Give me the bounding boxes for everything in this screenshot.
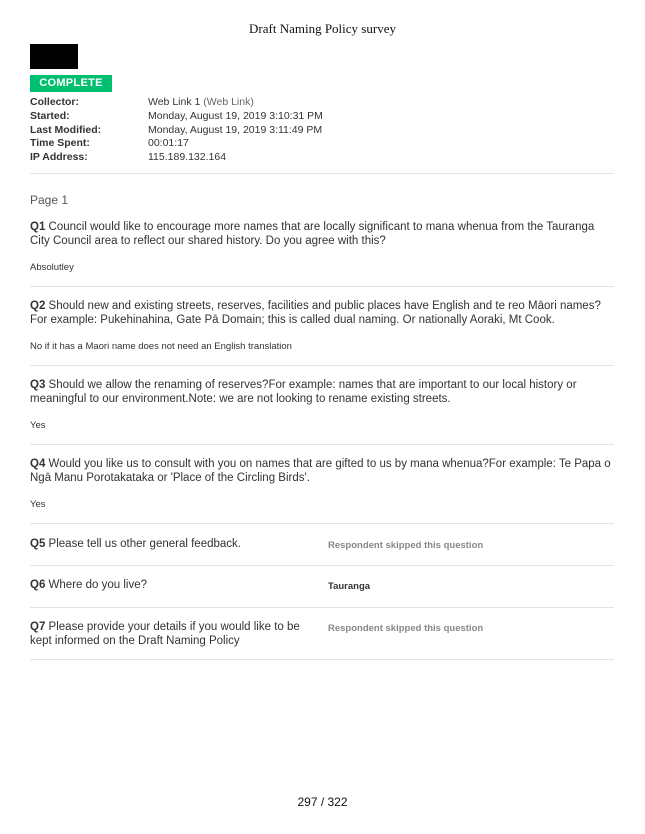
- started-row: [30, 110, 323, 124]
- question-number: Q4: [30, 458, 46, 470]
- ip-value: 115.189.132.164: [148, 151, 227, 164]
- modified-label: Last Modified:: [30, 123, 102, 136]
- time-value: 00:01:17: [148, 137, 189, 150]
- question-6: [30, 579, 305, 593]
- question-4: [30, 458, 614, 485]
- page-label: Page 1: [30, 193, 69, 207]
- status-badge: COMPLETE: [30, 75, 112, 92]
- question-3: [30, 379, 614, 406]
- question-text: Should new and existing streets, reserves, facilities and public places have English and te reo Māori names?For example: Pukehinahina, Gate Pā Domain; this is called dual naming. Or nationally Aoraki, Mt Cook.: [30, 300, 601, 326]
- question-text: Would you like us to consult with you on names that are gifted to us by mana whenua?For example: Te Papa o Ngā Manu Porotakataka or 'Place of the Circling Birds'.: [30, 458, 611, 484]
- question-text: Please provide your details if you would like to be kept informed on the Draft Naming Policy: [30, 621, 300, 647]
- divider: [30, 523, 614, 524]
- answer-4: Yes: [30, 499, 46, 510]
- started-value: Monday, August 19, 2019 3:10:31 PM: [148, 109, 323, 122]
- question-text: Please tell us other general feedback.: [48, 538, 241, 550]
- question-2: [30, 300, 614, 327]
- divider: [30, 173, 614, 174]
- question-1: [30, 221, 614, 248]
- answer-6: Tauranga: [328, 581, 371, 592]
- divider: [30, 659, 614, 660]
- question-7: [30, 621, 305, 648]
- divider: [30, 607, 614, 608]
- time-row: [30, 137, 323, 151]
- question-number: Q1: [30, 221, 46, 233]
- divider: [30, 444, 614, 445]
- divider: [30, 365, 614, 366]
- collector-label: Collector:: [30, 96, 80, 108]
- answer-1: Absolutley: [30, 262, 74, 273]
- time-label: Time Spent:: [30, 137, 90, 150]
- answer-5: Respondent skipped this question: [328, 540, 484, 551]
- question-number: Q7: [30, 621, 46, 633]
- ip-label: IP Address:: [30, 151, 88, 164]
- answer-2: No if it has a Maori name does not need an English translation: [30, 341, 292, 352]
- answer-3: Yes: [30, 420, 46, 431]
- question-5: [30, 538, 305, 552]
- collector-sub: (Web Link): [203, 96, 254, 108]
- respondent-metadata: [30, 96, 323, 165]
- divider: [30, 286, 614, 287]
- divider: [30, 565, 614, 566]
- started-label: Started:: [30, 109, 70, 122]
- question-number: Q5: [30, 538, 46, 550]
- redacted-logo: [30, 44, 78, 69]
- question-text: Council would like to encourage more names that are locally significant to mana whenua from the Tauranga City Council area to reflect our shared history. Do you agree with this?: [30, 221, 595, 247]
- question-text: Where do you live?: [48, 579, 147, 591]
- page-number: 297 / 322: [297, 795, 348, 809]
- question-number: Q6: [30, 579, 46, 591]
- question-number: Q3: [30, 379, 46, 391]
- modified-value: Monday, August 19, 2019 3:11:49 PM: [148, 123, 323, 136]
- collector-row: [30, 96, 323, 110]
- document-title: Draft Naming Policy survey: [249, 21, 396, 36]
- modified-row: [30, 124, 323, 138]
- ip-row: [30, 151, 323, 165]
- answer-7: Respondent skipped this question: [328, 623, 484, 634]
- question-number: Q2: [30, 300, 46, 312]
- question-text: Should we allow the renaming of reserves?For example: names that are important to our local history or meaningful to our environment.Note: we are not looking to rename existing streets.: [30, 379, 577, 405]
- collector-value: Web Link 1: [148, 96, 201, 108]
